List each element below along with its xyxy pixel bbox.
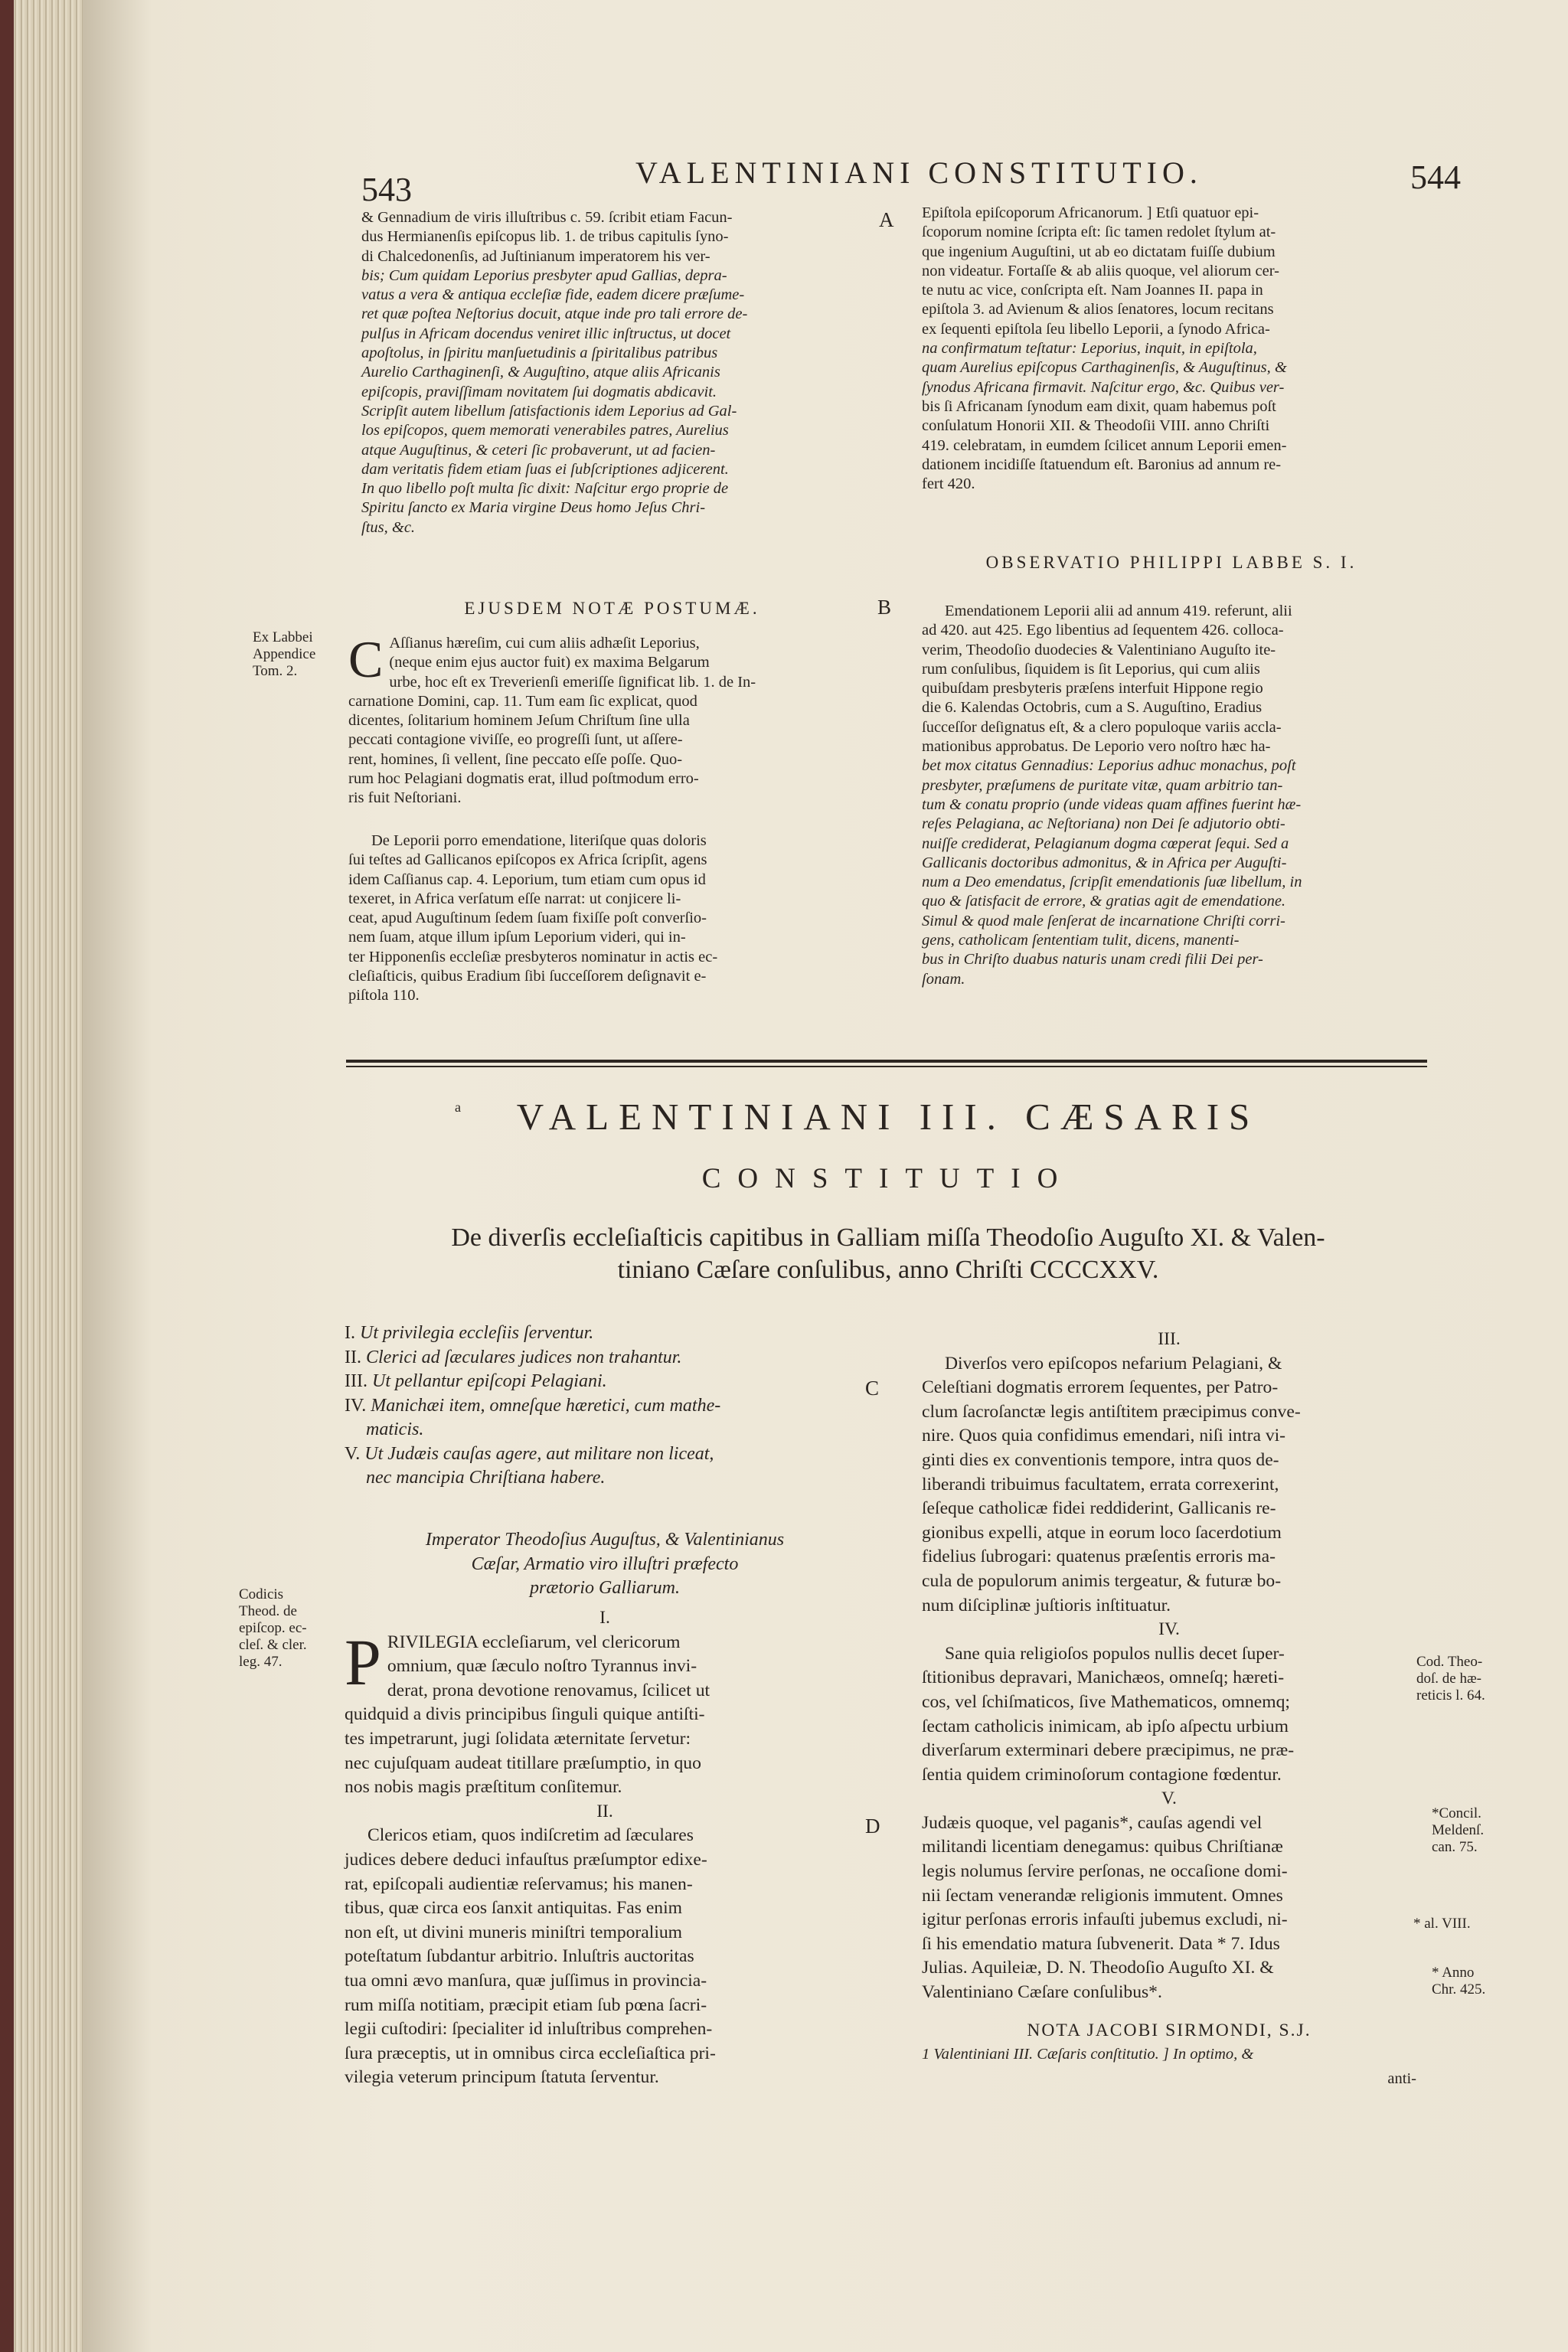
text-line: atque Auguſtinus, & ceteri ſic probaverunt, ut ad facien- [361, 441, 716, 459]
chapter-list-item [345, 1442, 865, 1467]
margin-note-line: Tom. 2. [253, 663, 298, 679]
text-line: Valentiniano Cæſare conſulibus*. [922, 1982, 1162, 2003]
text-line: bis ſi Africanam ſynodum eam dixit, quam habemus poſt [922, 397, 1276, 415]
text-line: texeret, in Africa verſatum eſſe narrat: ut conjicere li- [348, 890, 681, 907]
margin-letter-a: A [879, 208, 894, 231]
text-line: derat, prona devotione renovamus, ſcilicet ut [387, 1680, 710, 1700]
text-line: & Gennadium de viris illuſtribus c. 59. ſcribit etiam Facun- [361, 209, 733, 226]
text-line: quo & ſatisfacit de errore, & gratias agit de emendatione. [922, 893, 1286, 910]
chapter-number: I. [345, 1323, 360, 1343]
text-line: nire. Quos quia confidimus emendari, niſi intra vi- [922, 1426, 1286, 1446]
chapter-title-continued: nec mancipia Chriſtiana habere. [366, 1468, 606, 1488]
observatio-labbe-heading: OBSERVATIO PHILIPPI LABBE S. I. [985, 553, 1357, 572]
imperial-address [345, 1528, 865, 1601]
text-line: Epiſtola epiſcoporum Africanorum. ] Etſi quatuor epi- [922, 204, 1259, 221]
chapter-list-item [345, 1321, 865, 1346]
dropcap-c: C [348, 630, 384, 688]
chapter-title-continued: maticis. [366, 1419, 424, 1439]
text-line: num diſciplinæ juſtioris inſtituatur. [922, 1595, 1171, 1615]
margin-note-line: epiſcop. ec- [239, 1620, 307, 1636]
text-line: clum ſacroſanctæ legis antiſtitem præcipimus conve- [922, 1401, 1301, 1422]
text-line: mationibus approbatus. De Leporio vero noſtro hæc ha- [922, 738, 1271, 756]
text-line: vilegia veterum principum ſtatuta ſerventur. [345, 2067, 659, 2088]
chapter-list-item [345, 1370, 865, 1394]
text-line: nos nobis magis præſtitum conſitemur. [345, 1777, 622, 1798]
margin-note-line: cleſ. & cler. [239, 1637, 307, 1653]
text-line: cleſiaſticis, quibus Eradium ſibi ſucceſſorem deſignavit e- [348, 968, 707, 985]
text-line: fidelius ſubrogari: quatenus præſentis erroris ma- [922, 1547, 1276, 1567]
text-line: nec cujuſquam audeat titillare præſumptio, in quo [345, 1753, 701, 1773]
text-line: ginti dies ex conventionis tempore, intra quos de- [922, 1449, 1279, 1470]
chapter-number: III. [345, 1371, 372, 1391]
text-line: ſeſeque catholicæ fidei reddiderint, Gallicanis re- [922, 1498, 1276, 1519]
text-line: ſentia quidem criminoſorum contagione fœdentur. [922, 1764, 1282, 1785]
margin-note-anno [1432, 1965, 1508, 1998]
dropcap-p: P [345, 1625, 381, 1699]
sub-title: CONSTITUTIO [701, 1163, 1075, 1194]
text-line: quam Aurelius epiſcopus Carthaginenſis, & Auguſtinus, & [922, 359, 1287, 377]
running-title: VALENTINIANI CONSTITUTIO. [635, 155, 1203, 190]
margin-note-line: Chr. 425. [1432, 1981, 1486, 1998]
margin-letter-b: B [877, 596, 892, 619]
text-line: rum hoc Pelagiani dogmatis erat, illud poſtmodum erro- [348, 770, 699, 788]
text-line: ris fuit Neſtoriani. [348, 789, 462, 807]
text-line: ſynodus Africana firmavit. Naſcitur ergo, &c. Quibus ver- [922, 378, 1285, 396]
text-line: los epiſcopos, quem memorati venerabiles patres, Aurelius [361, 422, 729, 439]
page-number-right: 544 [1410, 158, 1461, 196]
margin-note-line: Theod. de [239, 1603, 297, 1619]
upper-left-notes [361, 208, 863, 537]
title-footnote-mark: a [455, 1099, 461, 1115]
constitution-left-column [345, 1606, 865, 2090]
text-line: igitur perſonas erroris infauſti jubemus excludi, ni- [922, 1909, 1288, 1930]
section-number: I. [599, 1608, 610, 1628]
margin-note-line: * Anno [1432, 1965, 1475, 1981]
text-line: tes impetrarunt, jugi ſolidata æternitate ſervetur: [345, 1728, 691, 1749]
text-line: rum miſſa notitiam, præcipit etiam ſub pœna ſacri- [345, 1994, 707, 2015]
text-line: rum conſulibus, ſiquidem is ſit Leporius, qui cum aliis [922, 660, 1260, 678]
text-line: RIVILEGIA eccleſiarum, vel clericorum [387, 1632, 681, 1652]
address-line: Imperator Theodoſius Auguſtus, & Valentinianus [425, 1530, 785, 1550]
margin-note-line: Meldenſ. [1432, 1822, 1485, 1838]
text-line: bet mox citatus Gennadius: Leporius adhuc monachus, poſt [922, 757, 1296, 775]
margin-letter-c: C [865, 1377, 880, 1400]
text-line: Sane quia religioſos populos nullis decet ſuper- [945, 1643, 1285, 1664]
text-line: ſtitionibus depravari, Manichæos, omneſq; hæreti- [922, 1668, 1285, 1688]
text-line: non videatur. Fortaſſe & ab aliis quoque, vel aliorum cer- [922, 262, 1279, 279]
text-line: In quo libello poſt multa ſic dixit: Naſcitur ergo proprie de [361, 480, 729, 498]
text-line: Diverſos vero epiſcopos nefarium Pelagiani, & [945, 1353, 1282, 1374]
text-line: die 6. Kalendas Octobris, cum a S. Auguſtino, Eradius [922, 699, 1263, 717]
title-description-line-1: De diverſis eccleſiaſticis capitibus in Galliam miſſa Theodoſio Auguſto XI. & Valen- [451, 1223, 1325, 1252]
section-number: IV. [1158, 1619, 1180, 1640]
text-line: dam veritatis fidem etiam ſuas ei ſubſcriptiones adjicerent. [361, 460, 729, 478]
text-line: militandi licentiam denegamus: quibus Chriſtianæ [922, 1837, 1283, 1857]
divider-rule-thin [346, 1066, 1427, 1067]
text-line: liberandi tribuimus facultatem, errata correxerint, [922, 1474, 1279, 1494]
text-line: ret quæ poſtea Neſtorius docuit, atque inde pro tali errore de- [361, 305, 748, 323]
text-line: ſcoporum nomine ſcripta eſt: ſic tamen redolet ſtylum at- [922, 224, 1276, 241]
margin-note-line: can. 75. [1432, 1839, 1478, 1855]
text-line: ſectam catholicis inimicam, ab ipſo aſpectu urbium [922, 1716, 1289, 1736]
text-line: vatus a vera & antiqua eccleſiæ fide, eadem dicere præſume- [361, 286, 745, 304]
text-line: nem ſuam, atque illum ipſum Leporium videri, qui in- [348, 929, 686, 946]
upper-right-notes [922, 204, 1421, 494]
nota-first-line: 1 Valentiniani III. Cæſaris conſtitutio. ] In optimo, & [922, 2046, 1254, 2063]
constitution-right-column [922, 1328, 1416, 2091]
text-line: ſui teſtes ad Gallicanos epiſcopos ex Africa ſcripſit, agens [348, 851, 707, 869]
section-number: III. [1158, 1329, 1181, 1349]
chapter-title: Clerici ad ſæculares judices non trahantur. [365, 1347, 682, 1367]
margin-note-line: doſ. de hæ- [1416, 1671, 1481, 1687]
text-line: Gallicanis doctoribus admonitus, & in Africa per Auguſti- [922, 854, 1287, 871]
text-line: Celeſtiani dogmatis errorem ſequentes, per Patro- [922, 1377, 1279, 1398]
margin-note-line: reticis l. 64. [1416, 1687, 1485, 1704]
emendatio-paragraph [922, 602, 1421, 989]
text-line: carnatione Domini, cap. 11. Tum eam ſic explicat, quod [348, 692, 697, 710]
text-line: Aſſianus hæreſim, cui cum aliis adhæſit Leporius, [389, 635, 700, 652]
text-line: rent, homines, ſi vellent, ſine peccato eſſe poſſe. Quo- [348, 750, 683, 768]
text-line: quidquid a divis principibus ſinguli quique antiſti- [345, 1704, 705, 1725]
margin-note-line: Cod. Theo- [1416, 1654, 1483, 1670]
text-line: di Chalcedonenſis, ad Juſtinianum imperatorem his ver- [361, 247, 710, 265]
catchword: anti- [1387, 2069, 1416, 2087]
text-line: ter Hipponenſis eccleſiæ presbyteros nominatur in actis ec- [348, 948, 718, 965]
text-line: epiſtola 3. ad Avienum & alios ſenatores, locum recitans [922, 301, 1274, 318]
chapter-number: II. [345, 1347, 366, 1367]
chapter-title: Ut pellantur epiſcopi Pelagiani. [371, 1371, 607, 1391]
section-number: II. [596, 1801, 613, 1821]
chapter-number: IV. [345, 1395, 371, 1416]
title-description [329, 1222, 1447, 1286]
page-number-left: 543 [361, 171, 412, 208]
text-line: omnium, quæ ſæculo noſtro Tyrannus invi- [387, 1656, 697, 1677]
margin-note-cod-theod [1416, 1654, 1501, 1704]
text-line: (neque enim ejus auctor fuit) ex maxima Belgarum [389, 654, 710, 671]
cassianus-paragraph [348, 630, 863, 808]
divider-rule [346, 1060, 1427, 1063]
address-line: Cæſar, Armatio viro illuſtri præfecto [471, 1553, 739, 1574]
text-line: 419. celebratam, in eumdem ſcilicet annum Leporii emen- [922, 436, 1287, 454]
text-line: apoſtolus, in ſpiritu manſuetudinis a ſpiritalibus patribus [361, 345, 718, 362]
text-line: piſtola 110. [348, 987, 420, 1004]
text-line: legis nolumus ſervire perſonas, ne occaſione domi- [922, 1861, 1288, 1882]
text-line: ſi his emendatio matura ſubvenerit. Data * 7. Idus [922, 1933, 1280, 1954]
text-line: cula de populorum animis tergeatur, & futuræ bo- [922, 1570, 1282, 1591]
text-line: tum & conatu proprio (unde videas quam affines fuerint hæ- [922, 795, 1302, 813]
text-line: presbyter, præſumens de puritate vitæ, quam arbitrio tan- [922, 776, 1283, 794]
text-line: Judæis quoque, vel paganis*, cauſas agendi vel [922, 1812, 1263, 1833]
text-line: dationem incidiſſe ſtatuendum eſt. Baronius ad annum re- [922, 456, 1282, 473]
text-line: num a Deo emendatus, ſcripſit emendationis ſuæ libellum, in [922, 874, 1302, 891]
text-line: pulſus in Africam docendus veniret illic inſtructus, ut docet [361, 325, 731, 342]
chapter-list-item [345, 1346, 865, 1370]
text-line: bis; Cum quidam Leporius presbyter apud Gallias, depra- [361, 266, 727, 284]
text-line: ſucceſſor deſignatus eſt, & a clero populoque variis accla- [922, 718, 1282, 736]
chapter-title: Ut Judæis cauſas agere, aut militare non liceat, [364, 1443, 714, 1464]
text-line: dus Hermianenſis epiſcopus lib. 1. de tribus capitulis ſyno- [361, 228, 729, 246]
text-line: peccati contagione viviſſe, eo progreſſi ſunt, ut aſſere- [348, 731, 683, 749]
text-line: ſtus, &c. [361, 518, 416, 536]
text-line: nii ſectam venerandæ religionis immutent. Omnes [922, 1885, 1283, 1906]
margin-note-labbe [253, 629, 345, 680]
text-line: Spiritu ſancto ex Maria virgine Deus homo Jeſus Chri- [361, 499, 706, 517]
chapter-number: V. [345, 1443, 365, 1464]
text-line: ex ſequenti epiſtola ſeu libello Leporii, a ſynodo Africa- [922, 320, 1270, 338]
chapter-list [345, 1321, 865, 1491]
text-line: poteſtatum ſubdantur arbitrio. Inluſtris auctoritas [345, 1946, 694, 1967]
text-line: fert 420. [922, 475, 975, 493]
text-line: epiſcopis, praviſſimam novitatem ſui dogmatis abdicavit. [361, 383, 717, 400]
nota-sirmondi-heading: NOTA JACOBI SIRMONDI, S.J. [1027, 2020, 1312, 2040]
text-line: nuiſſe crediderat, Pelagianum dogma cœperat ſequi. Sed a [922, 835, 1289, 852]
text-line: Emendationem Leporii alii ad annum 419. referunt, alii [945, 603, 1292, 619]
text-line: diverſarum exterminari debere præcipimus, ne præ- [922, 1740, 1295, 1761]
book-page-edge [0, 0, 92, 2352]
margin-note-line: Codicis [239, 1586, 284, 1602]
section-number: V. [1161, 1788, 1177, 1809]
margin-letter-d: D [865, 1815, 880, 1838]
text-line: rat, epiſcopali audientiæ reſervamus; his manen- [345, 1873, 693, 1894]
text-line: cos, vel ſchiſmaticos, ſive Mathematicos, omnemq; [922, 1691, 1290, 1712]
text-line: que ingenium Auguſtini, ut ab eo dictatam fuiſſe dubium [922, 243, 1276, 260]
text-line: te nutu ac vice, conſcripta eſt. Nam Joannes II. papa in [922, 282, 1263, 299]
text-line: quibuſdam presbyteris præſens interfuit Hippone regio [922, 680, 1263, 697]
text-line: ceat, apud Auguſtinum ſedem ſuam fixiſſe poſt converſio- [348, 910, 707, 927]
chapter-list-item [345, 1394, 865, 1419]
text-line: Simul & quod male ſenſerat de incarnatione Chriſti corri- [922, 912, 1285, 929]
text-line: gionibus expelli, atque in eorum loco ſacerdotium [922, 1522, 1282, 1543]
text-line: na confirmatum teſtatur: Leporius, inquit, in epiſtola, [922, 340, 1257, 358]
text-line: gens, catholicam ſententiam tulit, dicens, manenti- [922, 932, 1240, 949]
chapter-title: Ut privilegia eccleſiis ſerventur. [360, 1323, 594, 1343]
text-line: legii cuſtodiri: ſpecialiter id inluſtribus comprehen- [345, 2019, 713, 2040]
text-line: ſonam. [922, 970, 965, 988]
text-line: urbe, hoc eſt ex Treverienſi emeriſſe ſignificat lib. 1. de In- [389, 673, 756, 691]
title-description-line-2: tiniano Cæſare conſulibus, anno Chriſti CCCCXXV. [617, 1256, 1159, 1284]
margin-note-al: * al. VIII. [1413, 1916, 1471, 1932]
text-line: reſes Pelagiana, ac Neſtoriana) non Dei ſe adjutorio obti- [922, 815, 1285, 833]
text-line: verim, Theodoſio duodecies & Valentiniano Auguſto ite- [922, 641, 1276, 658]
margin-note-concil [1432, 1805, 1516, 1856]
chapter-title: Manichæi item, omneſque hæretici, cum mathe- [371, 1395, 721, 1416]
text-line: De Leporii porro emendatione, literiſque quas doloris [371, 832, 707, 849]
text-line: tibus, quæ circa eos ſanxit antiquitas. Fas enim [345, 1898, 683, 1919]
text-line: ſura præceptis, ut in omnibus circa eccleſiaſtica pri- [345, 2043, 716, 2063]
text-line: bus in Chriſto duabus naturis unam credi filii Dei per- [922, 951, 1263, 969]
margin-note-line: leg. 47. [239, 1654, 283, 1670]
text-line: judices debere deduci infauſtus præſumptor edixe- [345, 1849, 707, 1870]
text-line: ad 420. aut 425. Ego libentius ad ſequentem 426. colloca- [922, 622, 1284, 639]
text-line: tua omni ævo manſura, quæ juſſimus in provincia- [345, 1970, 707, 1991]
text-line: Scripſit autem libellum ſatisfactionis idem Leporius ad Gal- [361, 402, 737, 420]
margin-note-line: Ex Labbei [253, 629, 313, 645]
text-line: non eſt, ut divini muneris miniſtri temporalium [345, 1922, 683, 1942]
leporius-paragraph [348, 831, 863, 1006]
text-line: Aurelio Carthaginenſi, & Auguſtino, atque aliis Africanis [361, 364, 720, 381]
text-line: conſulatum Honorii XII. & Theodoſii VIII. anno Chriſti [922, 417, 1270, 435]
address-line: prætorio Galliarum. [529, 1578, 681, 1598]
notae-postumae-heading: EJUSDEM NOTÆ POSTUMÆ. [464, 599, 760, 618]
text-line: Julias. Aquileiæ, D. N. Theodoſio Auguſto XI. & [922, 1958, 1274, 1978]
margin-note-line: Appendice [253, 646, 316, 662]
text-line: Clericos etiam, quos indiſcretim ad ſæculares [368, 1825, 694, 1846]
main-title: VALENTINIANI III. CÆSARIS [516, 1096, 1260, 1138]
text-line: dicentes, ſolitarium hominem Jeſum Chriſtum ſine ulla [348, 712, 690, 730]
margin-note-line: *Concil. [1432, 1805, 1481, 1821]
text-line: idem Caſſianus cap. 4. Leporium, tum etiam cum opus id [348, 871, 706, 888]
margin-note-codicis [239, 1586, 338, 1671]
